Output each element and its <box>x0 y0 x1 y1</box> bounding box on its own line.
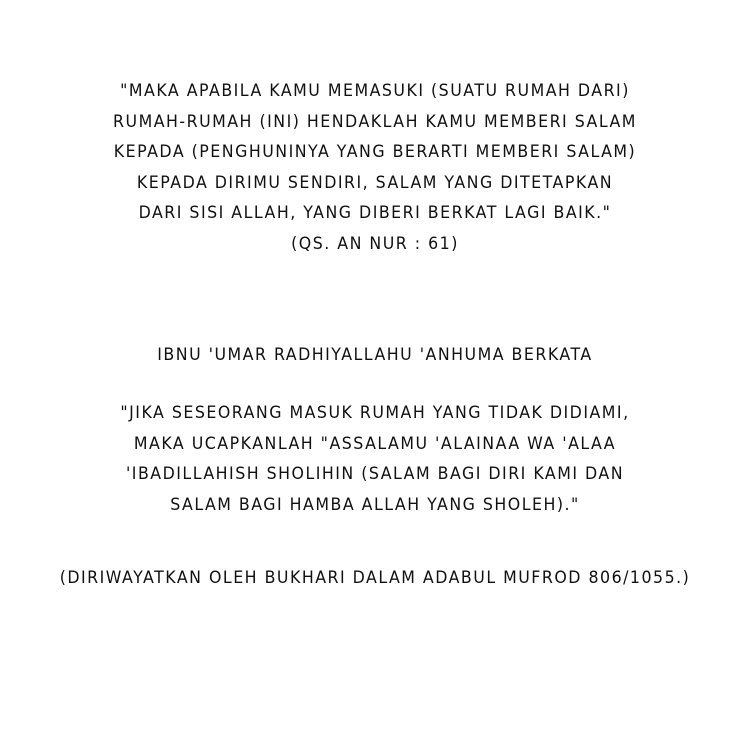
verse-line: RUMAH-RUMAH (INI) HENDAKLAH KAMU MEMBERI SALAM <box>113 111 637 132</box>
narrator-text: IBNU 'UMAR RADHIYALLAHU 'ANHUMA BERKATA <box>157 345 593 365</box>
hadith-quote-block <box>0 398 750 520</box>
hadith-line: 'IBADILLAHISH SHOLIHIN (SALAM BAGI DIRI KAMI DAN <box>125 464 625 484</box>
hadith-line: "JIKA SESEORANG MASUK RUMAH YANG TIDAK DIDIAMI, <box>120 403 630 423</box>
verse-line: DARI SISI ALLAH, YANG DIBERI BERKAT LAGI BAIK." <box>138 203 612 223</box>
source-text: (DIRIWAYATKAN OLEH BUKHARI DALAM ADABUL MUFROD 806/1055.) <box>59 568 691 588</box>
hadith-line: SALAM BAGI HAMBA ALLAH YANG SHOLEH)." <box>170 494 580 515</box>
verse-reference: (QS. AN NUR : 61) <box>291 233 459 254</box>
narrator-heading <box>0 340 750 371</box>
hadith-source-citation <box>0 563 750 594</box>
verse-line: KEPADA DIRIMU SENDIRI, SALAM YANG DITETAPKAN <box>136 172 614 193</box>
verse-line: "MAKA APABILA KAMU MEMASUKI (SUATU RUMAH DARI) <box>120 81 630 101</box>
quran-verse-block <box>0 76 750 259</box>
hadith-line: MAKA UCAPKANLAH "ASSALAMU 'ALAINAA WA 'ALAA <box>133 433 617 454</box>
verse-line: KEPADA (PENGHUNINYA YANG BERARTI MEMBERI SALAM) <box>113 142 637 162</box>
